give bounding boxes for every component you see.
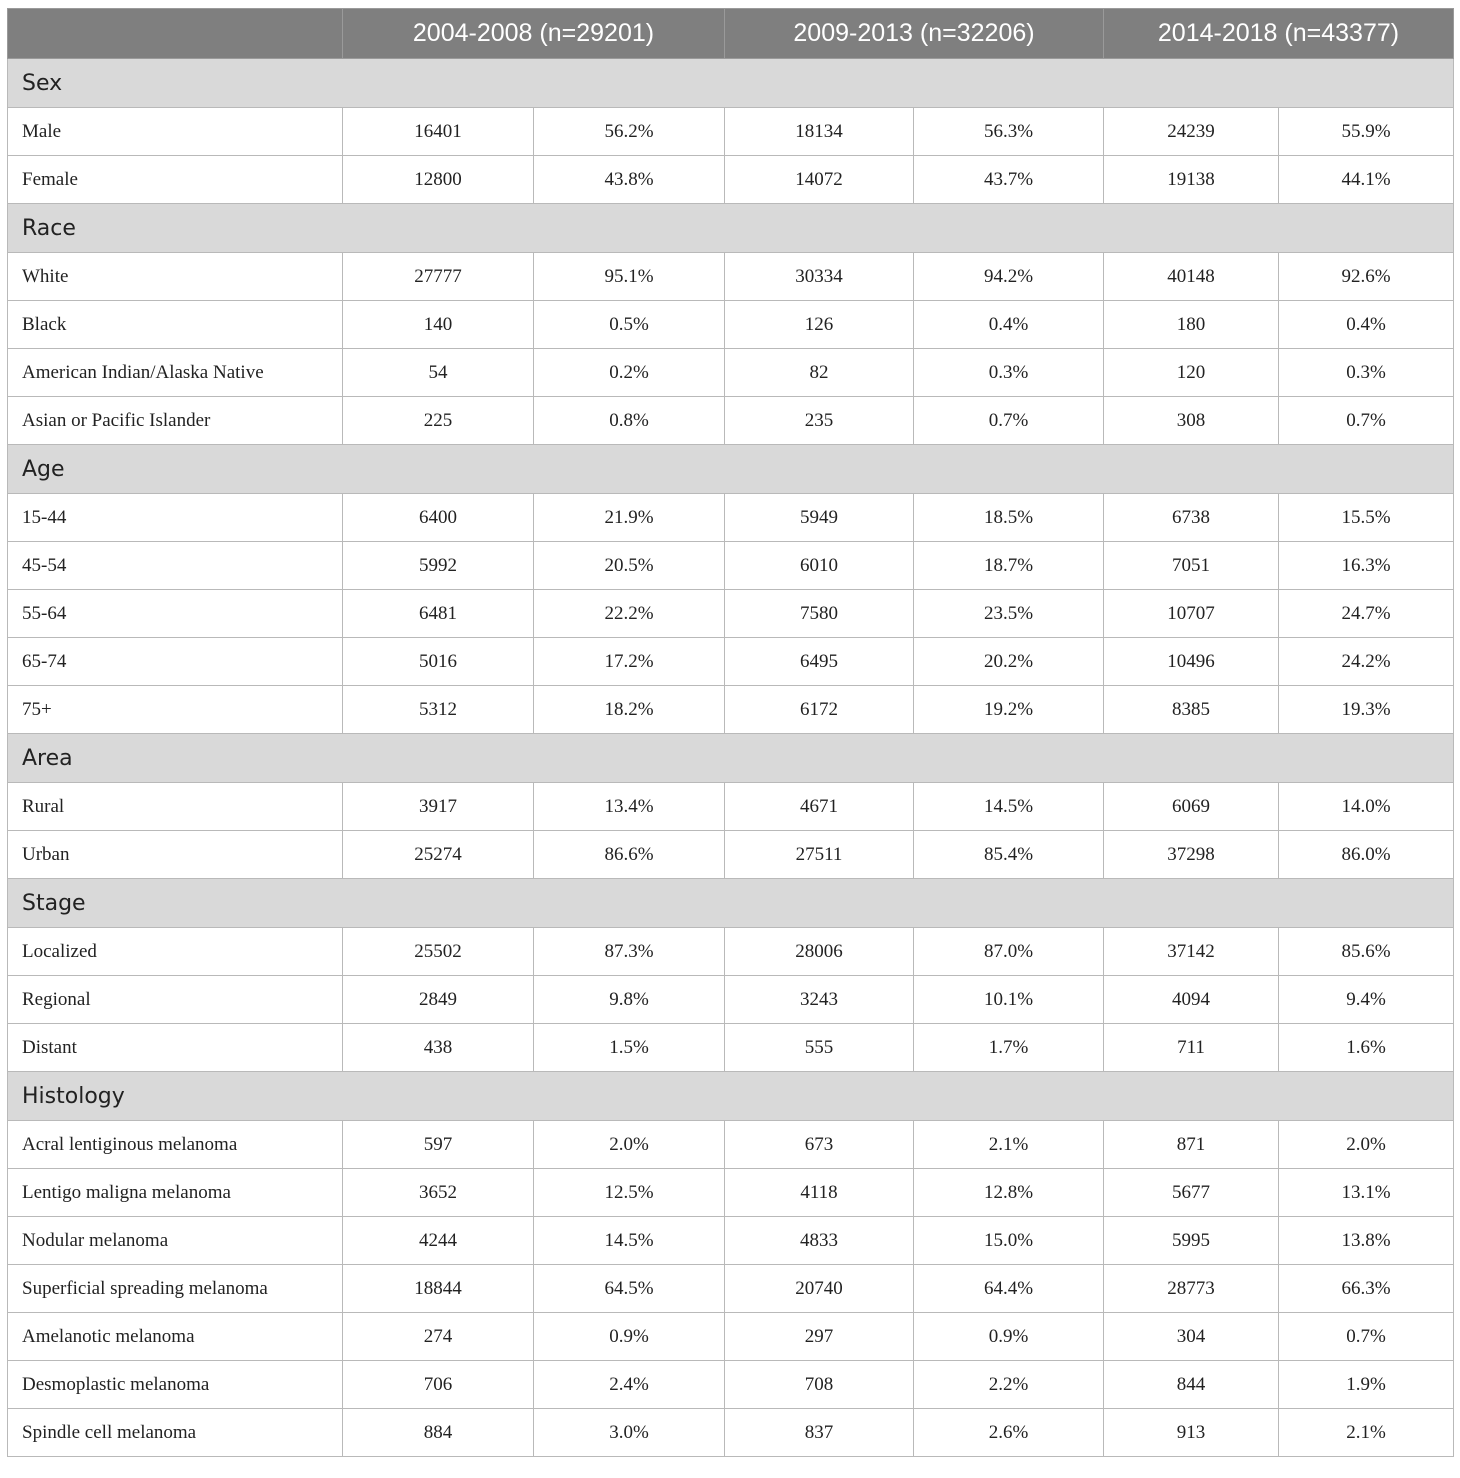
section-title: Stage bbox=[8, 879, 1454, 928]
table-row bbox=[8, 397, 1454, 445]
percent-cell: 92.6% bbox=[1279, 253, 1454, 301]
percent-cell: 15.0% bbox=[914, 1217, 1104, 1265]
count-cell: 10496 bbox=[1104, 638, 1279, 686]
percent-cell: 19.3% bbox=[1279, 686, 1454, 734]
table-row bbox=[8, 253, 1454, 301]
header-row bbox=[8, 9, 1454, 59]
percent-cell: 2.2% bbox=[914, 1361, 1104, 1409]
row-label: Regional bbox=[8, 976, 343, 1024]
count-cell: 5016 bbox=[343, 638, 534, 686]
count-cell: 16401 bbox=[343, 108, 534, 156]
count-cell: 20740 bbox=[725, 1265, 914, 1313]
section-header-row bbox=[8, 734, 1454, 783]
table-row bbox=[8, 1217, 1454, 1265]
row-label: Rural bbox=[8, 783, 343, 831]
count-cell: 6495 bbox=[725, 638, 914, 686]
percent-cell: 13.4% bbox=[534, 783, 725, 831]
count-cell: 12800 bbox=[343, 156, 534, 204]
table-row bbox=[8, 783, 1454, 831]
count-cell: 82 bbox=[725, 349, 914, 397]
count-cell: 126 bbox=[725, 301, 914, 349]
count-cell: 18134 bbox=[725, 108, 914, 156]
count-cell: 5995 bbox=[1104, 1217, 1279, 1265]
table-container bbox=[7, 8, 1454, 1457]
count-cell: 37298 bbox=[1104, 831, 1279, 879]
count-cell: 6172 bbox=[725, 686, 914, 734]
count-cell: 120 bbox=[1104, 349, 1279, 397]
percent-cell: 2.1% bbox=[914, 1121, 1104, 1169]
table-row bbox=[8, 349, 1454, 397]
percent-cell: 43.7% bbox=[914, 156, 1104, 204]
row-label: 55-64 bbox=[8, 590, 343, 638]
percent-cell: 0.9% bbox=[914, 1313, 1104, 1361]
percent-cell: 0.2% bbox=[534, 349, 725, 397]
section-title: Sex bbox=[8, 59, 1454, 108]
row-label: Female bbox=[8, 156, 343, 204]
row-label: Black bbox=[8, 301, 343, 349]
percent-cell: 43.8% bbox=[534, 156, 725, 204]
table-row bbox=[8, 542, 1454, 590]
header-period-2004-2008: 2004-2008 (n=29201) bbox=[343, 9, 725, 59]
table-row bbox=[8, 494, 1454, 542]
table-row bbox=[8, 156, 1454, 204]
count-cell: 884 bbox=[343, 1409, 534, 1457]
section-header-row bbox=[8, 1072, 1454, 1121]
percent-cell: 1.5% bbox=[534, 1024, 725, 1072]
section-title: Age bbox=[8, 445, 1454, 494]
percent-cell: 0.7% bbox=[914, 397, 1104, 445]
count-cell: 673 bbox=[725, 1121, 914, 1169]
percent-cell: 2.0% bbox=[1279, 1121, 1454, 1169]
table-row bbox=[8, 976, 1454, 1024]
count-cell: 3652 bbox=[343, 1169, 534, 1217]
count-cell: 28006 bbox=[725, 928, 914, 976]
row-label: Urban bbox=[8, 831, 343, 879]
percent-cell: 94.2% bbox=[914, 253, 1104, 301]
count-cell: 4671 bbox=[725, 783, 914, 831]
count-cell: 7051 bbox=[1104, 542, 1279, 590]
percent-cell: 56.3% bbox=[914, 108, 1104, 156]
table-row bbox=[8, 1024, 1454, 1072]
table-row bbox=[8, 831, 1454, 879]
row-label: 75+ bbox=[8, 686, 343, 734]
row-label: Nodular melanoma bbox=[8, 1217, 343, 1265]
count-cell: 225 bbox=[343, 397, 534, 445]
percent-cell: 1.7% bbox=[914, 1024, 1104, 1072]
percent-cell: 2.0% bbox=[534, 1121, 725, 1169]
percent-cell: 64.5% bbox=[534, 1265, 725, 1313]
percent-cell: 0.3% bbox=[914, 349, 1104, 397]
row-label: 65-74 bbox=[8, 638, 343, 686]
count-cell: 5992 bbox=[343, 542, 534, 590]
percent-cell: 17.2% bbox=[534, 638, 725, 686]
percent-cell: 1.6% bbox=[1279, 1024, 1454, 1072]
percent-cell: 0.7% bbox=[1279, 1313, 1454, 1361]
percent-cell: 85.6% bbox=[1279, 928, 1454, 976]
count-cell: 2849 bbox=[343, 976, 534, 1024]
row-label: Desmoplastic melanoma bbox=[8, 1361, 343, 1409]
count-cell: 6010 bbox=[725, 542, 914, 590]
count-cell: 6481 bbox=[343, 590, 534, 638]
table-row bbox=[8, 301, 1454, 349]
percent-cell: 10.1% bbox=[914, 976, 1104, 1024]
row-label: 45-54 bbox=[8, 542, 343, 590]
percent-cell: 86.0% bbox=[1279, 831, 1454, 879]
count-cell: 235 bbox=[725, 397, 914, 445]
table-header bbox=[8, 9, 1454, 59]
table-row bbox=[8, 1169, 1454, 1217]
percent-cell: 9.8% bbox=[534, 976, 725, 1024]
count-cell: 4244 bbox=[343, 1217, 534, 1265]
percent-cell: 12.5% bbox=[534, 1169, 725, 1217]
section-title: Histology bbox=[8, 1072, 1454, 1121]
percent-cell: 24.7% bbox=[1279, 590, 1454, 638]
table-body bbox=[8, 59, 1454, 1457]
count-cell: 30334 bbox=[725, 253, 914, 301]
count-cell: 28773 bbox=[1104, 1265, 1279, 1313]
count-cell: 14072 bbox=[725, 156, 914, 204]
header-period-2009-2013: 2009-2013 (n=32206) bbox=[725, 9, 1104, 59]
melanoma-characteristics-table bbox=[7, 8, 1454, 1457]
section-title: Race bbox=[8, 204, 1454, 253]
row-label: Localized bbox=[8, 928, 343, 976]
percent-cell: 24.2% bbox=[1279, 638, 1454, 686]
table-row bbox=[8, 686, 1454, 734]
percent-cell: 14.5% bbox=[914, 783, 1104, 831]
count-cell: 4118 bbox=[725, 1169, 914, 1217]
table-row bbox=[8, 1265, 1454, 1313]
table-row bbox=[8, 1361, 1454, 1409]
count-cell: 5949 bbox=[725, 494, 914, 542]
count-cell: 40148 bbox=[1104, 253, 1279, 301]
percent-cell: 13.8% bbox=[1279, 1217, 1454, 1265]
count-cell: 24239 bbox=[1104, 108, 1279, 156]
table-row bbox=[8, 108, 1454, 156]
percent-cell: 0.3% bbox=[1279, 349, 1454, 397]
count-cell: 438 bbox=[343, 1024, 534, 1072]
percent-cell: 18.5% bbox=[914, 494, 1104, 542]
percent-cell: 0.9% bbox=[534, 1313, 725, 1361]
row-label: Acral lentiginous melanoma bbox=[8, 1121, 343, 1169]
count-cell: 308 bbox=[1104, 397, 1279, 445]
percent-cell: 87.0% bbox=[914, 928, 1104, 976]
section-title: Area bbox=[8, 734, 1454, 783]
percent-cell: 55.9% bbox=[1279, 108, 1454, 156]
count-cell: 871 bbox=[1104, 1121, 1279, 1169]
row-label: White bbox=[8, 253, 343, 301]
section-header-row bbox=[8, 445, 1454, 494]
count-cell: 3917 bbox=[343, 783, 534, 831]
table-row bbox=[8, 928, 1454, 976]
percent-cell: 0.5% bbox=[534, 301, 725, 349]
percent-cell: 16.3% bbox=[1279, 542, 1454, 590]
row-label: 15-44 bbox=[8, 494, 343, 542]
count-cell: 274 bbox=[343, 1313, 534, 1361]
percent-cell: 2.1% bbox=[1279, 1409, 1454, 1457]
header-corner-cell bbox=[8, 9, 343, 59]
count-cell: 25502 bbox=[343, 928, 534, 976]
section-header-row bbox=[8, 879, 1454, 928]
count-cell: 913 bbox=[1104, 1409, 1279, 1457]
row-label: Asian or Pacific Islander bbox=[8, 397, 343, 445]
percent-cell: 14.0% bbox=[1279, 783, 1454, 831]
percent-cell: 85.4% bbox=[914, 831, 1104, 879]
percent-cell: 9.4% bbox=[1279, 976, 1454, 1024]
row-label: Lentigo maligna melanoma bbox=[8, 1169, 343, 1217]
count-cell: 8385 bbox=[1104, 686, 1279, 734]
percent-cell: 12.8% bbox=[914, 1169, 1104, 1217]
count-cell: 711 bbox=[1104, 1024, 1279, 1072]
count-cell: 25274 bbox=[343, 831, 534, 879]
percent-cell: 95.1% bbox=[534, 253, 725, 301]
percent-cell: 56.2% bbox=[534, 108, 725, 156]
count-cell: 597 bbox=[343, 1121, 534, 1169]
percent-cell: 13.1% bbox=[1279, 1169, 1454, 1217]
count-cell: 37142 bbox=[1104, 928, 1279, 976]
row-label: American Indian/Alaska Native bbox=[8, 349, 343, 397]
table-row bbox=[8, 1121, 1454, 1169]
percent-cell: 23.5% bbox=[914, 590, 1104, 638]
count-cell: 844 bbox=[1104, 1361, 1279, 1409]
count-cell: 5677 bbox=[1104, 1169, 1279, 1217]
row-label: Male bbox=[8, 108, 343, 156]
percent-cell: 86.6% bbox=[534, 831, 725, 879]
count-cell: 10707 bbox=[1104, 590, 1279, 638]
count-cell: 27777 bbox=[343, 253, 534, 301]
percent-cell: 64.4% bbox=[914, 1265, 1104, 1313]
table-row bbox=[8, 590, 1454, 638]
count-cell: 304 bbox=[1104, 1313, 1279, 1361]
percent-cell: 0.8% bbox=[534, 397, 725, 445]
percent-cell: 20.5% bbox=[534, 542, 725, 590]
percent-cell: 20.2% bbox=[914, 638, 1104, 686]
count-cell: 18844 bbox=[343, 1265, 534, 1313]
count-cell: 7580 bbox=[725, 590, 914, 638]
count-cell: 555 bbox=[725, 1024, 914, 1072]
percent-cell: 18.7% bbox=[914, 542, 1104, 590]
percent-cell: 87.3% bbox=[534, 928, 725, 976]
count-cell: 140 bbox=[343, 301, 534, 349]
table-row bbox=[8, 1409, 1454, 1457]
count-cell: 5312 bbox=[343, 686, 534, 734]
row-label: Superficial spreading melanoma bbox=[8, 1265, 343, 1313]
percent-cell: 1.9% bbox=[1279, 1361, 1454, 1409]
row-label: Distant bbox=[8, 1024, 343, 1072]
count-cell: 54 bbox=[343, 349, 534, 397]
count-cell: 6069 bbox=[1104, 783, 1279, 831]
percent-cell: 2.4% bbox=[534, 1361, 725, 1409]
header-period-2014-2018: 2014-2018 (n=43377) bbox=[1104, 9, 1454, 59]
percent-cell: 66.3% bbox=[1279, 1265, 1454, 1313]
count-cell: 3243 bbox=[725, 976, 914, 1024]
count-cell: 4833 bbox=[725, 1217, 914, 1265]
table-row bbox=[8, 638, 1454, 686]
count-cell: 706 bbox=[343, 1361, 534, 1409]
percent-cell: 18.2% bbox=[534, 686, 725, 734]
count-cell: 837 bbox=[725, 1409, 914, 1457]
percent-cell: 21.9% bbox=[534, 494, 725, 542]
count-cell: 297 bbox=[725, 1313, 914, 1361]
percent-cell: 19.2% bbox=[914, 686, 1104, 734]
percent-cell: 0.4% bbox=[914, 301, 1104, 349]
count-cell: 6400 bbox=[343, 494, 534, 542]
percent-cell: 44.1% bbox=[1279, 156, 1454, 204]
section-header-row bbox=[8, 59, 1454, 108]
table-row bbox=[8, 1313, 1454, 1361]
percent-cell: 2.6% bbox=[914, 1409, 1104, 1457]
row-label: Spindle cell melanoma bbox=[8, 1409, 343, 1457]
count-cell: 27511 bbox=[725, 831, 914, 879]
count-cell: 6738 bbox=[1104, 494, 1279, 542]
row-label: Amelanotic melanoma bbox=[8, 1313, 343, 1361]
count-cell: 708 bbox=[725, 1361, 914, 1409]
percent-cell: 14.5% bbox=[534, 1217, 725, 1265]
count-cell: 19138 bbox=[1104, 156, 1279, 204]
percent-cell: 0.7% bbox=[1279, 397, 1454, 445]
count-cell: 180 bbox=[1104, 301, 1279, 349]
percent-cell: 0.4% bbox=[1279, 301, 1454, 349]
section-header-row bbox=[8, 204, 1454, 253]
count-cell: 4094 bbox=[1104, 976, 1279, 1024]
percent-cell: 22.2% bbox=[534, 590, 725, 638]
percent-cell: 3.0% bbox=[534, 1409, 725, 1457]
percent-cell: 15.5% bbox=[1279, 494, 1454, 542]
